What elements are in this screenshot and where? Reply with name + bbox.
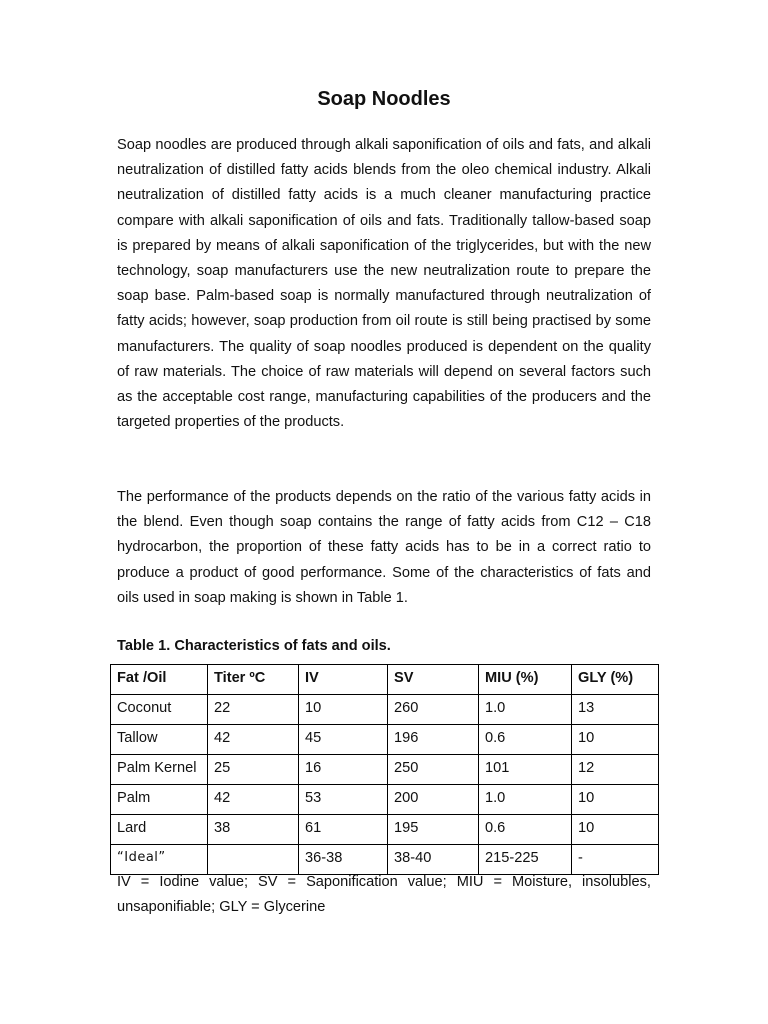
cell-miu: 1.0 bbox=[479, 785, 572, 815]
intro-paragraph: Soap noodles are produced through alkali saponification of oils and fats, and alkali neutralization of distilled fatty acids blends from the oleo chemical industry. Alkali neutralization of distilled fatty acids is a much cleaner manufacturing practice compare with alkali saponification of oils and fats. Traditionally tallow-based soap is prepared by means of alkali saponification of the triglycerides, but with the new technology, soap manufacturers use the new neutralization route to prepare the soap base. Palm-based soap is normally manufactured through neutralization of fatty acids; however, soap production from oil route is still being practised by some manufacturers. The quality of soap noodles produced is dependent on the quality of raw materials. The choice of raw materials will depend on several factors such as the acceptable cost range, manufacturing capabilities of the producers and the targeted properties of the products. bbox=[117, 137, 651, 431]
cell-titer: 38 bbox=[208, 815, 299, 845]
cell-sv: 195 bbox=[388, 815, 479, 845]
table-row bbox=[111, 815, 659, 845]
cell-fat-oil: Lard bbox=[111, 815, 208, 845]
header-iv: IV bbox=[299, 665, 388, 695]
cell-gly: 12 bbox=[572, 755, 659, 785]
cell-titer: 25 bbox=[208, 755, 299, 785]
table-row bbox=[111, 785, 659, 815]
cell-miu: 0.6 bbox=[479, 725, 572, 755]
cell-fat-oil: “Ideal” bbox=[111, 845, 208, 875]
cell-gly: 10 bbox=[572, 725, 659, 755]
cell-sv: 196 bbox=[388, 725, 479, 755]
cell-gly: - bbox=[572, 845, 659, 875]
table-caption: Table 1. Characteristics of fats and oils. bbox=[117, 638, 391, 654]
header-sv: SV bbox=[388, 665, 479, 695]
cell-sv: 250 bbox=[388, 755, 479, 785]
cell-iv: 16 bbox=[299, 755, 388, 785]
cell-fat-oil: Tallow bbox=[111, 725, 208, 755]
cell-gly: 10 bbox=[572, 785, 659, 815]
cell-iv: 61 bbox=[299, 815, 388, 845]
cell-titer: 22 bbox=[208, 695, 299, 725]
table-row bbox=[111, 725, 659, 755]
cell-fat-oil: Coconut bbox=[111, 695, 208, 725]
header-titer: Titer ºC bbox=[208, 665, 299, 695]
cell-miu: 1.0 bbox=[479, 695, 572, 725]
cell-fat-oil: Palm Kernel bbox=[111, 755, 208, 785]
table-row bbox=[111, 695, 659, 725]
table-header-row bbox=[111, 665, 659, 695]
cell-gly: 10 bbox=[572, 815, 659, 845]
cell-sv: 200 bbox=[388, 785, 479, 815]
cell-miu: 215-225 bbox=[479, 845, 572, 875]
cell-iv: 45 bbox=[299, 725, 388, 755]
page-title: Soap Noodles bbox=[317, 88, 451, 110]
header-fat-oil: Fat /Oil bbox=[111, 665, 208, 695]
cell-titer: 42 bbox=[208, 785, 299, 815]
table-footnote: IV = Iodine value; SV = Saponification value; MIU = Moisture, insolubles, unsaponifiable; GLY = Glycerine bbox=[117, 874, 651, 916]
cell-iv: 10 bbox=[299, 695, 388, 725]
cell-fat-oil: Palm bbox=[111, 785, 208, 815]
cell-miu: 101 bbox=[479, 755, 572, 785]
header-gly: GLY (%) bbox=[572, 665, 659, 695]
fats-oils-table bbox=[110, 664, 659, 875]
cell-miu: 0.6 bbox=[479, 815, 572, 845]
cell-sv: 260 bbox=[388, 695, 479, 725]
header-miu: MIU (%) bbox=[479, 665, 572, 695]
cell-sv: 38-40 bbox=[388, 845, 479, 875]
cell-gly: 13 bbox=[572, 695, 659, 725]
cell-iv: 53 bbox=[299, 785, 388, 815]
cell-iv: 36-38 bbox=[299, 845, 388, 875]
table-row bbox=[111, 755, 659, 785]
cell-titer: 42 bbox=[208, 725, 299, 755]
performance-paragraph: The performance of the products depends on the ratio of the various fatty acids in the blend. Even though soap contains the range of fatty acids from C12 – C18 hydrocarbon, the proportion of these fatty acids has to be in a correct ratio to produce a product of good performance. Some of the characteristics of fats and oils used in soap making is shown in Table 1. bbox=[117, 489, 651, 606]
